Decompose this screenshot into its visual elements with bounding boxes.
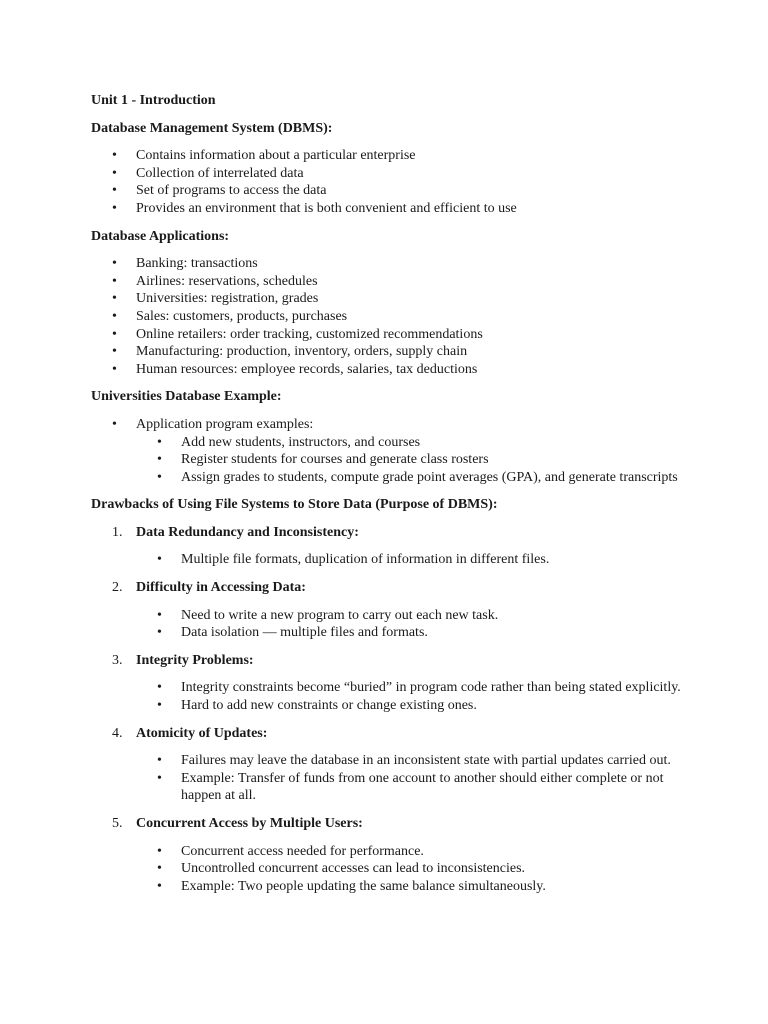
item-number: 3.	[112, 652, 123, 668]
sublist-item: • Register students for courses and generate class rosters	[136, 451, 691, 469]
list-item: • Multiple file formats, duplication of information in different files.	[136, 551, 691, 569]
sublist-item: • Assign grades to students, compute grade point averages (GPA), and generate transcripts	[136, 469, 691, 487]
drawback-bullets	[136, 607, 691, 642]
spacer	[91, 378, 691, 388]
spacer	[91, 514, 691, 524]
list-item: • Concurrent access needed for performance.	[136, 843, 691, 861]
unit-title: Unit 1 - Introduction	[91, 93, 216, 108]
list-item: • Collection of interrelated data	[91, 165, 691, 183]
list-item: • Hard to add new constraints or change existing ones.	[136, 697, 691, 715]
spacer	[91, 137, 691, 147]
item-number: 1.	[112, 524, 123, 540]
drawback-item	[91, 579, 691, 642]
drawback-item	[91, 725, 691, 805]
spacer	[91, 245, 691, 255]
list-item: • Online retailers: order tracking, customized recommendations	[91, 326, 691, 344]
dbms-list	[91, 147, 691, 217]
spacer	[91, 218, 691, 228]
applications-list	[91, 255, 691, 378]
list-item: • Example: Two people updating the same balance simultaneously.	[136, 878, 691, 896]
sublist-item: • Add new students, instructors, and courses	[136, 434, 691, 452]
item-number: 4.	[112, 725, 123, 741]
drawbacks-heading: Drawbacks of Using File Systems to Store Data (Purpose of DBMS):	[91, 497, 498, 513]
drawback-bullets	[136, 752, 691, 805]
drawback-title: Atomicity of Updates:	[136, 725, 268, 741]
drawback-title: Difficulty in Accessing Data:	[136, 580, 306, 596]
drawback-title: Data Redundancy and Inconsistency:	[136, 524, 359, 540]
applications-heading: Database Applications:	[91, 228, 230, 244]
universities-heading: Universities Database Example:	[91, 389, 282, 405]
item-number: 5.	[112, 816, 123, 831]
spacer	[91, 486, 691, 496]
list-item: • Example: Transfer of funds from one account to another should either complete or not happen at all.	[136, 770, 691, 805]
drawback-bullets	[136, 843, 691, 896]
universities-sublist	[136, 434, 691, 487]
list-item: • Set of programs to access the data	[91, 182, 691, 200]
drawbacks-list	[91, 524, 691, 896]
drawback-title: Concurrent Access by Multiple Users:	[136, 816, 363, 831]
item-number: 2.	[112, 580, 123, 596]
list-item: • Banking: transactions	[91, 255, 691, 273]
list-item: • Human resources: employee records, salaries, tax deductions	[91, 361, 691, 379]
list-item: • Contains information about a particular enterprise	[91, 147, 691, 165]
spacer	[91, 406, 691, 416]
drawback-title: Integrity Problems:	[136, 652, 254, 668]
drawback-item	[91, 652, 691, 715]
list-item: • Integrity constraints become “buried” in program code rather than being stated explicitly.	[136, 679, 691, 697]
universities-list	[91, 416, 691, 486]
list-item: • Sales: customers, products, purchases	[91, 308, 691, 326]
dbms-heading: Database Management System (DBMS):	[91, 120, 333, 136]
list-item-label: Application program examples:	[136, 416, 314, 432]
drawback-bullets	[136, 679, 691, 714]
list-item: • Uncontrolled concurrent accesses can lead to inconsistencies.	[136, 860, 691, 878]
list-item: • Provides an environment that is both convenient and efficient to use	[91, 200, 691, 218]
drawback-item	[91, 815, 691, 895]
drawback-bullets	[136, 551, 691, 569]
list-item: • Manufacturing: production, inventory, orders, supply chain	[91, 343, 691, 361]
drawback-item	[91, 524, 691, 569]
list-item: • Data isolation — multiple files and formats.	[136, 624, 691, 642]
list-item: • Airlines: reservations, schedules	[91, 273, 691, 291]
list-item: • Universities: registration, grades	[91, 290, 691, 308]
list-item	[91, 416, 691, 486]
spacer	[91, 110, 691, 120]
list-item: • Need to write a new program to carry out each new task.	[136, 607, 691, 625]
document-page	[91, 92, 691, 905]
list-item: • Failures may leave the database in an inconsistent state with partial updates carried out.	[136, 752, 691, 770]
